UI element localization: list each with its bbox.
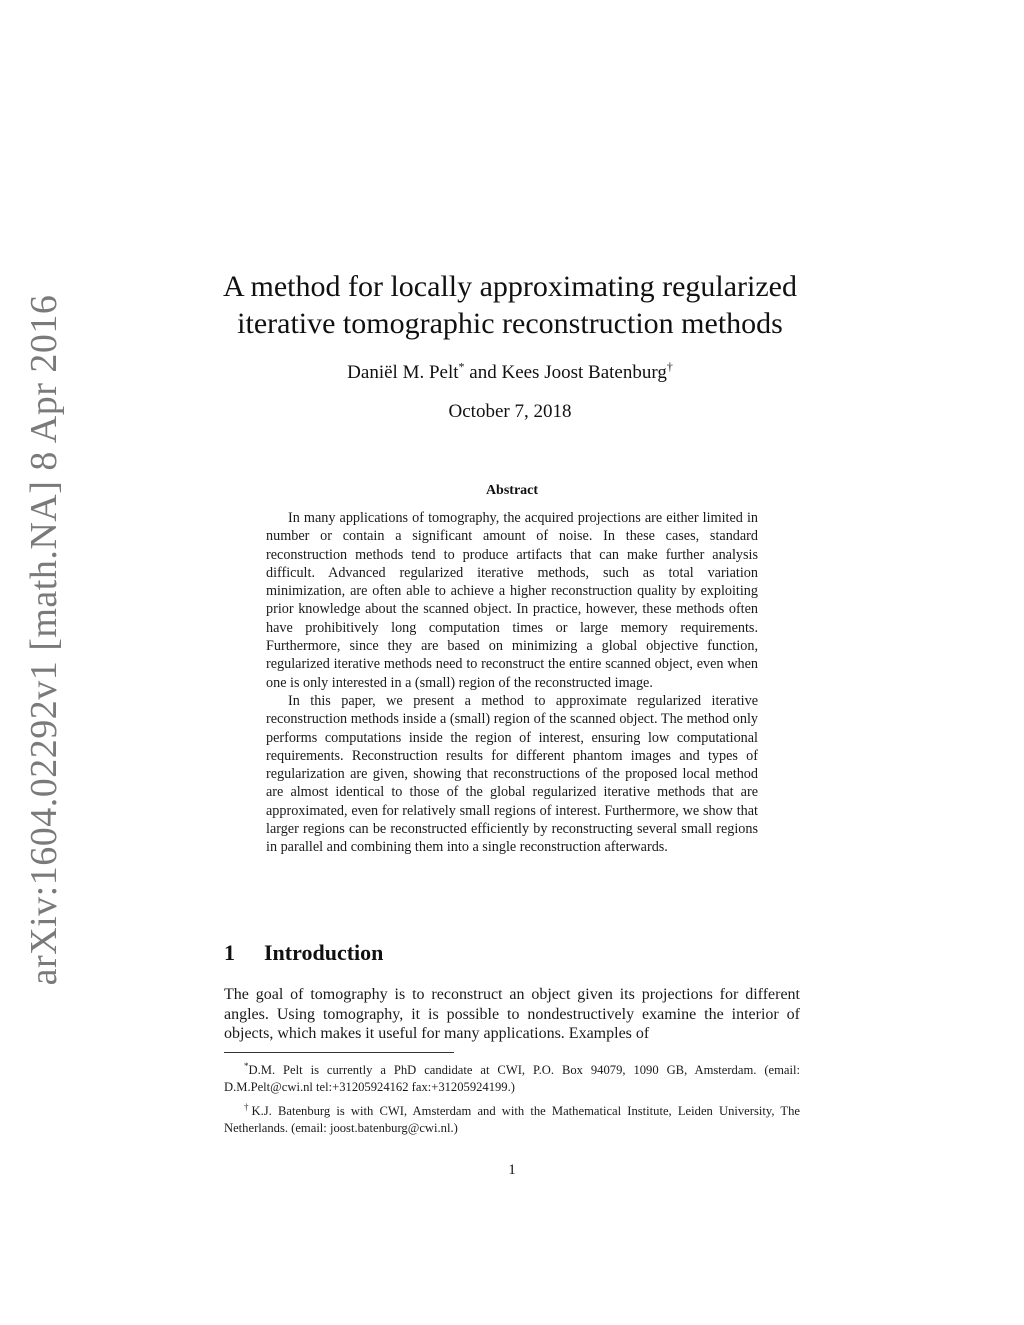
section-heading — [224, 940, 383, 966]
footnote-text: D.M. Pelt is currently a PhD candidate at CWI, P.O. Box 94079, 1090 GB, Amsterdam. (email: D.M.Pelt@cwi.nl tel:+31205924162 fax:+31205924199.) — [224, 1063, 800, 1094]
abstract-body — [266, 509, 758, 857]
page-number: 1 — [508, 1162, 516, 1178]
author-name: Daniël M. Pelt — [347, 362, 459, 383]
author-list — [210, 359, 810, 384]
footnote-mark: * — [244, 1061, 249, 1071]
footnote-separator — [224, 1052, 454, 1053]
abstract-heading: Abstract — [485, 483, 539, 498]
author-connector: and — [464, 362, 502, 383]
footnote — [224, 1058, 800, 1095]
footnote-mark: † — [244, 1102, 252, 1113]
footnotes — [224, 1058, 800, 1140]
section-number: 1 — [224, 940, 235, 965]
arxiv-identifier-stamp: arXiv:1604.02292v1 [math.NA] 8 Apr 2016 — [23, 294, 65, 986]
paper-date: October 7, 2018 — [448, 401, 572, 422]
abstract-paragraph: In many applications of tomography, the acquired projections are either limited in number or contain a significant amount of noise. In these cases, standard reconstruction methods tend to produce artifacts that can make further analysis difficult. Advanced regularized iterative methods, such as total variation minimization, are often able to achieve a higher reconstruction quality by exploiting prior knowledge about the scanned object. In practice, however, these methods often have prohibitively long computation times or large memory requirements. Furthermore, since they are based on minimizing a global objective function, regularized iterative methods need to reconstruct the entire scanned object, even when one is only interested in a (small) region of the reconstructed image. — [266, 510, 758, 691]
title-line-1: A method for locally approximating regularized — [223, 270, 797, 303]
author-name: Kees Joost Batenburg — [501, 362, 667, 383]
abstract-paragraph: In this paper, we present a method to approximate regularized iterative reconstruction methods inside a (small) region of the scanned object. The method only performs computations inside the region of interest, ensuring low computational requirements. Reconstruction results for different phantom images and types of regularization are given, showing that reconstructions of the proposed local method are almost identical to those of the global regularized iterative methods that are approximated, even for relatively small regions of interest. Furthermore, we show that larger regions can be reconstructed efficiently by reconstructing several small regions in parallel and combining them into a single reconstruction afterwards. — [266, 692, 758, 856]
footnote — [224, 1099, 800, 1136]
intro-paragraph: The goal of tomography is to reconstruct an object given its projections for different angles. Using tomography, it is possible to nondestructively examine the interior of objects, which makes it useful for many applications. Examples of — [224, 986, 800, 1042]
author-footnote-mark: * — [458, 359, 465, 374]
paper-title — [210, 268, 810, 342]
author-footnote-mark: † — [666, 359, 673, 374]
title-line-2: iterative tomographic reconstruction methods — [237, 307, 783, 340]
footnote-text: K.J. Batenburg is with CWI, Amsterdam and with the Mathematical Institute, Leiden University, The Netherlands. (email: joost.batenburg@cwi.nl.) — [224, 1104, 800, 1135]
section-title: Introduction — [264, 940, 384, 965]
